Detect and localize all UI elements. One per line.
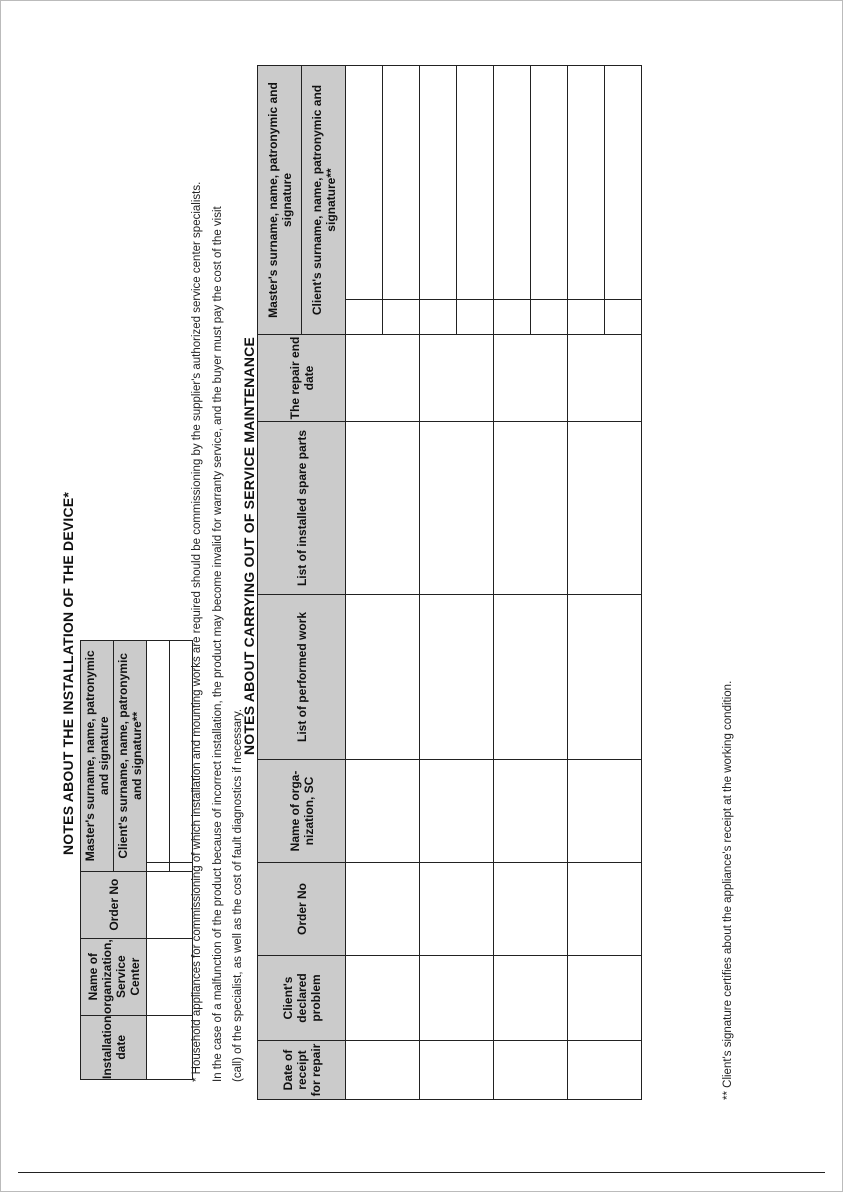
cell-client-gap [531, 300, 568, 335]
note-line-2: In the case of a malfunction of the product because of incorrect installation, the product may become invalid for warranty service, and the buyer must pay the cost of the visit [212, 206, 224, 1082]
cell-master-signature[interactable] [420, 66, 457, 300]
cell-spare-parts[interactable] [494, 422, 568, 595]
header-order-no: Order No [81, 871, 147, 938]
cell-organization[interactable] [494, 760, 568, 863]
rotated-form-sheet [60, 40, 770, 1100]
cell-spare-parts[interactable] [420, 422, 494, 595]
cell-order-no[interactable] [568, 863, 642, 956]
cell-receipt-date[interactable] [494, 1041, 568, 1100]
cell-master-gap [420, 300, 457, 335]
header-master: Master's surname, name, patronymic and signature [81, 641, 114, 872]
bottom-rule [18, 1172, 825, 1173]
cell-client-gap [170, 862, 193, 871]
cell-master-gap [147, 862, 170, 871]
header-problem: Client's declared problem [258, 956, 346, 1041]
note-line-3: (call) of the specialist, as well as the cost of fault diagnostics if necessary. [232, 708, 244, 1082]
cell-master-gap [346, 300, 383, 335]
cell-performed-work[interactable] [494, 595, 568, 760]
cell-end-date[interactable] [494, 335, 568, 422]
cell-problem[interactable] [346, 956, 420, 1041]
cell-performed-work[interactable] [420, 595, 494, 760]
header-client: Client's surname, name, patronymic and signature** [302, 66, 346, 335]
cell-installation-date[interactable] [147, 1015, 193, 1079]
cell-problem[interactable] [420, 956, 494, 1041]
cell-end-date[interactable] [346, 335, 420, 422]
cell-receipt-date[interactable] [346, 1041, 420, 1100]
installation-table [80, 640, 193, 1080]
cell-order-no[interactable] [147, 871, 193, 938]
cell-spare-parts[interactable] [568, 422, 642, 595]
cell-master-signature[interactable] [346, 66, 383, 300]
service-table [257, 65, 642, 1100]
cell-master-gap [494, 300, 531, 335]
cell-performed-work[interactable] [346, 595, 420, 760]
cell-master-gap [568, 300, 605, 335]
cell-client-gap [383, 300, 420, 335]
cell-end-date[interactable] [420, 335, 494, 422]
cell-order-no[interactable] [420, 863, 494, 956]
cell-order-no[interactable] [494, 863, 568, 956]
cell-organization[interactable] [568, 760, 642, 863]
footnote: ** Client's signature certifies about the appliance's receipt at the working condition. [722, 680, 734, 1100]
header-organization: Name of orga-nization, SC [258, 760, 346, 863]
header-end-date: The repair end date [258, 335, 346, 422]
cell-problem[interactable] [494, 956, 568, 1041]
installation-title: NOTES ABOUT THE INSTALLATION OF THE DEVICE* [60, 491, 76, 855]
cell-client-signature[interactable] [383, 66, 420, 300]
cell-client-signature[interactable] [531, 66, 568, 300]
header-client: Client's surname, name, patronymic and signature** [114, 641, 147, 872]
header-performed-work: List of performed work [258, 595, 346, 760]
cell-master-signature[interactable] [147, 641, 170, 863]
cell-client-signature[interactable] [457, 66, 494, 300]
cell-organization[interactable] [346, 760, 420, 863]
note-line-1: * Household appliances for commissioning of which installation and mounting works are required should be commissioning by the supplier's authorized service center specialists. [191, 181, 203, 1082]
cell-master-signature[interactable] [568, 66, 605, 300]
service-title: NOTES ABOUT CARRYING OUT OF SERVICE MAINTENANCE [241, 336, 257, 755]
header-organization: Name of organization, Service Center [81, 938, 147, 1015]
cell-performed-work[interactable] [568, 595, 642, 760]
cell-client-gap [457, 300, 494, 335]
header-installation-date: Installation date [81, 1015, 147, 1079]
header-master: Master's surname, name, patronymic and signature [258, 66, 302, 335]
cell-client-gap [605, 300, 642, 335]
cell-receipt-date[interactable] [568, 1041, 642, 1100]
cell-client-signature[interactable] [170, 641, 193, 863]
cell-master-signature[interactable] [494, 66, 531, 300]
cell-organization[interactable] [420, 760, 494, 863]
cell-problem[interactable] [568, 956, 642, 1041]
header-receipt-date: Date of receipt for repair [258, 1041, 346, 1100]
cell-receipt-date[interactable] [420, 1041, 494, 1100]
cell-organization[interactable] [147, 938, 193, 1015]
cell-client-signature[interactable] [605, 66, 642, 300]
cell-spare-parts[interactable] [346, 422, 420, 595]
header-spare-parts: List of installed spare parts [258, 422, 346, 595]
cell-end-date[interactable] [568, 335, 642, 422]
header-order-no: Order No [258, 863, 346, 956]
cell-order-no[interactable] [346, 863, 420, 956]
